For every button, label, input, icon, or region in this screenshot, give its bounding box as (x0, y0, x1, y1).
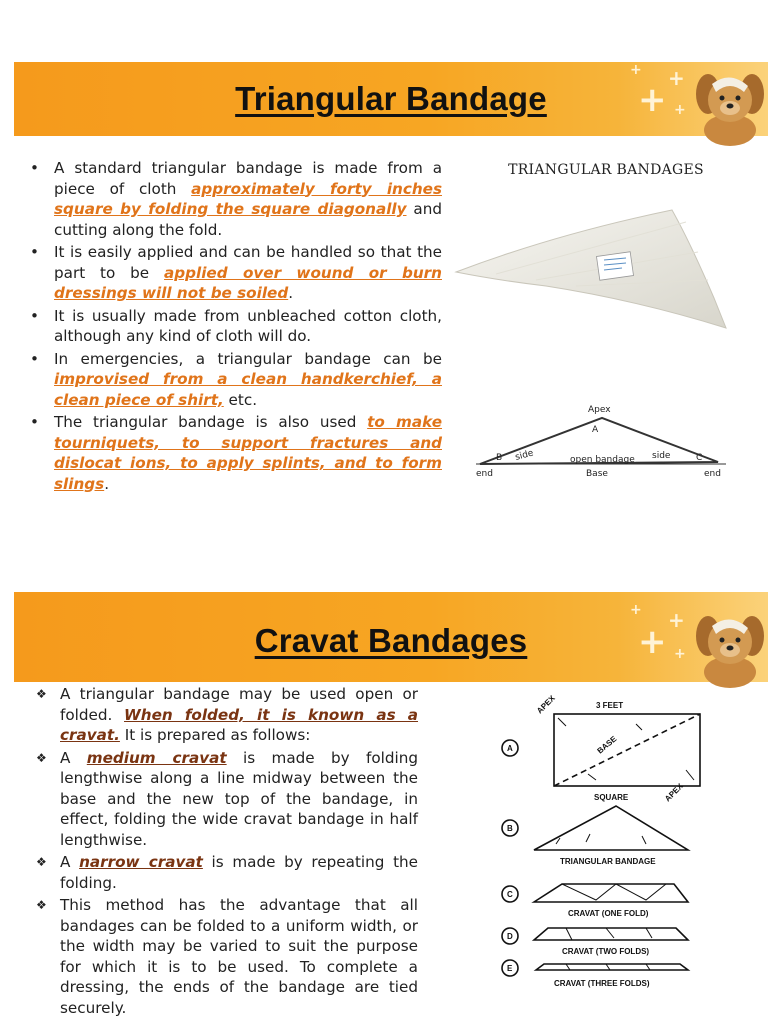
triangular-caption: TRIANGULAR BANDAGE (560, 857, 656, 866)
slide-title: Triangular Bandage (235, 80, 547, 117)
end-left-label: end (476, 469, 493, 479)
bullet-list (30, 158, 442, 496)
corner-a-label: A (592, 425, 599, 435)
center-label: open bandage (570, 455, 635, 465)
diagonal-fold (554, 714, 700, 786)
figure-title: TRIANGULAR BANDAGES (508, 162, 704, 178)
bandage-figure (436, 182, 754, 482)
triangle-shape (534, 806, 688, 850)
step-c-label: C (507, 890, 513, 899)
teddy-bear-icon (692, 606, 768, 688)
plus-icon: + (638, 622, 667, 662)
base-label: Base (586, 469, 608, 479)
corner-b-label: B (496, 453, 503, 463)
cravat-figure (496, 694, 712, 1000)
three-folds-caption: CRAVAT (THREE FOLDS) (554, 979, 650, 988)
bullet-item: • It is easily applied and can be handled so that the part to be applied over wound or burn dressings will not be soiled. (54, 242, 442, 304)
plus-icon: + (638, 80, 667, 120)
cravat-three-folds-shape (536, 964, 688, 970)
end-right-label: end (704, 469, 721, 479)
bullet-item: • A standard triangular bandage is made from a piece of cloth approximately forty inches square by folding the square diagonally and cutting along the fold. (54, 158, 442, 240)
bullet-item: ❖ This method has the advantage that all bandages can be folded to a uniform width, or the width may be varied to suit the purpose for which it is to be used. To complete a dressing, the ends of the bandage are tied securely. (60, 895, 418, 1018)
bullet-item: • In emergencies, a triangular bandage can be improvised from a clean handkerchief, a clean piece of shirt, etc. (54, 349, 442, 411)
three-feet-label: 3 FEET (596, 701, 624, 710)
bullet-item: • The triangular bandage is also used to make tourniquets, to support fractures and dislocat ions, to apply splints, and to form slings. (54, 412, 442, 494)
bullet-item: ❖ A narrow cravat is made by repeating the folding. (60, 852, 418, 893)
bullet-item: ❖ A triangular bandage may be used open or folded. When folded, it is known as a cravat. It is prepared as follows: (60, 684, 418, 746)
plus-icon: + (668, 66, 685, 90)
square-caption: SQUARE (594, 793, 629, 802)
side-right-label: side (652, 451, 671, 461)
side-left-label: side (514, 448, 535, 463)
bandage-photo (456, 210, 726, 328)
slide-cravat-bandages (0, 592, 768, 1024)
step-d-label: D (507, 932, 513, 941)
plus-icon: + (630, 602, 642, 618)
plus-icon: + (674, 646, 686, 662)
base-label: BASE (595, 734, 619, 756)
step-b-label: B (507, 824, 513, 833)
bullet-item: • It is usually made from unbleached cotton cloth, although any kind of cloth will do. (54, 306, 442, 347)
bullet-list (36, 684, 418, 1020)
bullet-item: ❖ A medium cravat is made by folding lengthwise along a line midway between the base and the new top of the bandage, in effect, folding the wide cravat bandage in half lengthwise. (60, 748, 418, 851)
one-fold-caption: CRAVAT (ONE FOLD) (568, 909, 649, 918)
apex-label: Apex (588, 405, 611, 415)
slide-triangular-bandage (0, 62, 768, 493)
title-banner (14, 592, 768, 682)
cravat-one-fold-shape (534, 884, 688, 902)
slide-title: Cravat Bandages (254, 622, 528, 659)
plus-icon: + (630, 62, 642, 78)
plus-icon: + (668, 608, 685, 632)
triangle-diagram (476, 405, 726, 479)
teddy-bear-icon (692, 64, 768, 146)
step-e-label: E (507, 964, 513, 973)
plus-icon: + (674, 102, 686, 118)
corner-c-label: C (696, 453, 703, 463)
two-folds-caption: CRAVAT (TWO FOLDS) (562, 947, 650, 956)
apex-top-label: APEX (535, 694, 557, 716)
title-banner (14, 62, 768, 136)
step-a-label: A (507, 744, 513, 753)
apex-bottom-label: APEX (663, 781, 685, 804)
